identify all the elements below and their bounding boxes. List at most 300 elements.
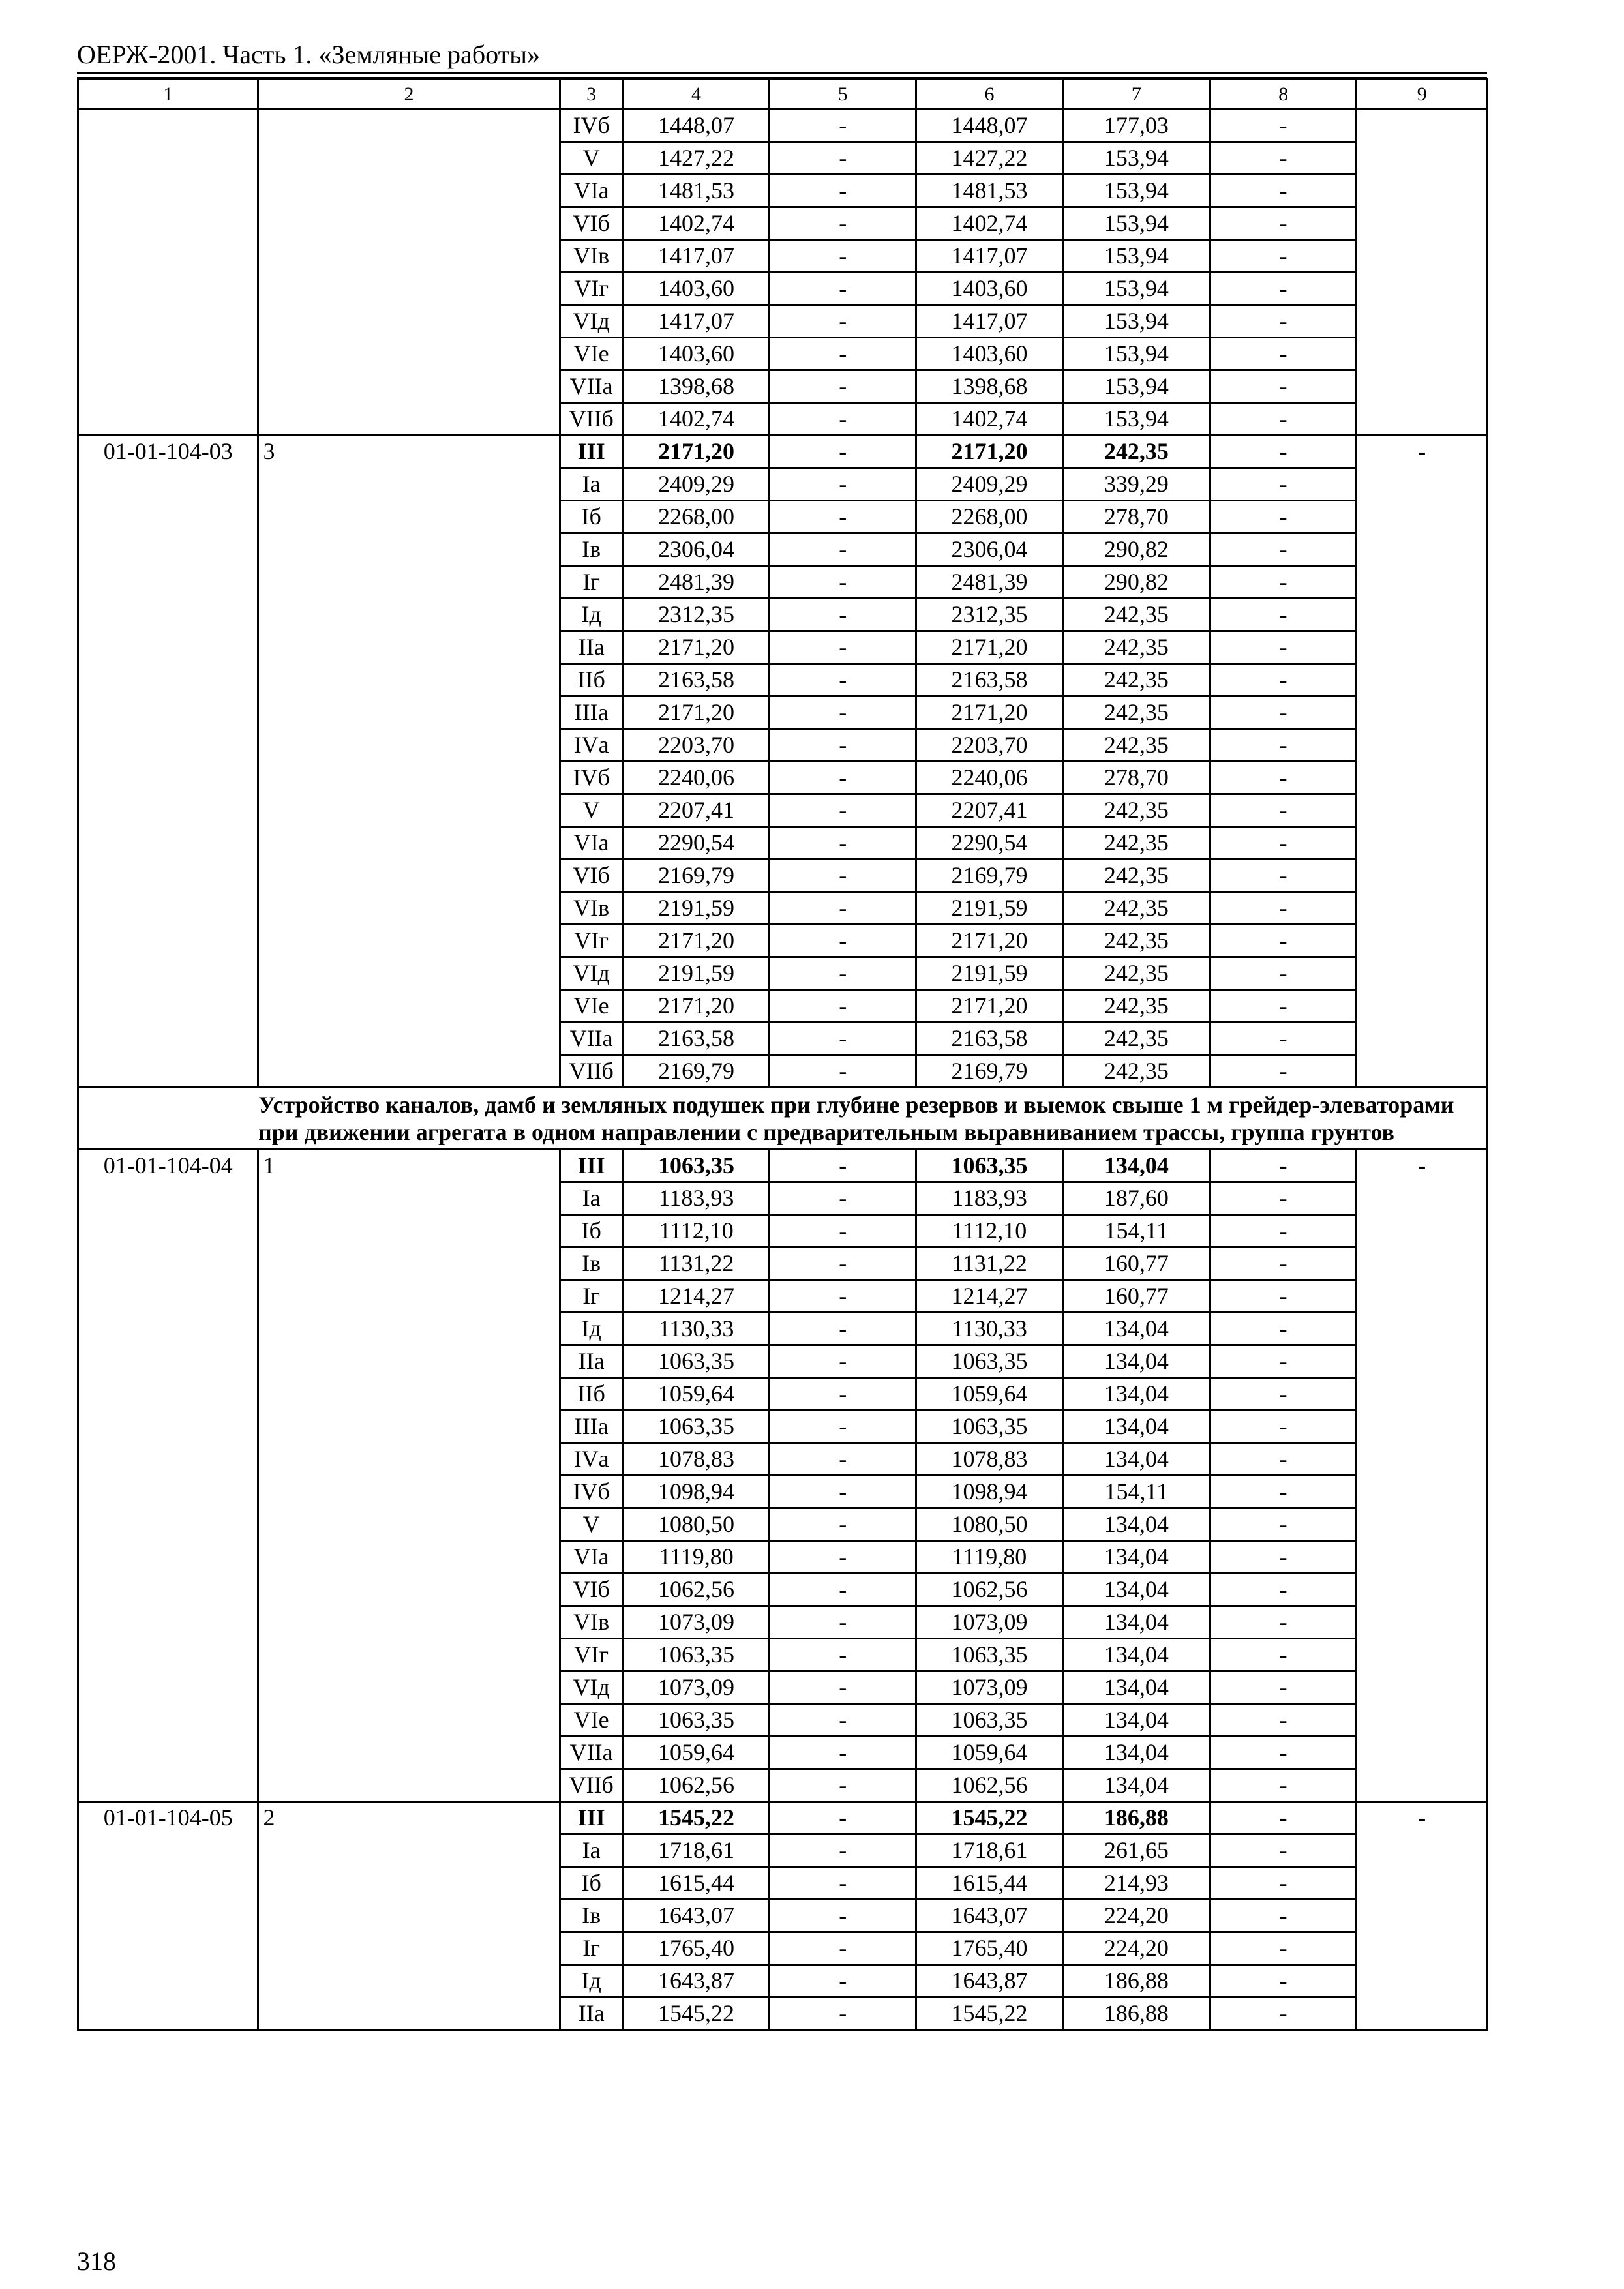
c5-cell: -: [770, 436, 916, 468]
col2-cell: [258, 1932, 560, 1965]
col9-cell: [1357, 599, 1488, 631]
rate-code-cell: [78, 1639, 258, 1671]
rate-code-cell: [78, 403, 258, 436]
c7-cell: 224,20: [1062, 1932, 1210, 1965]
c6-cell: 1765,40: [916, 1932, 1063, 1965]
col9-cell: [1357, 1867, 1488, 1900]
c6-cell: 1545,22: [916, 1802, 1063, 1834]
col2-cell: [258, 1965, 560, 1997]
table-row: [78, 1345, 1488, 1378]
c3-cell: Iб: [560, 501, 623, 533]
c8-cell: -: [1210, 110, 1357, 142]
col9-cell: [1357, 142, 1488, 175]
c7-cell: 214,93: [1062, 1867, 1210, 1900]
c5-cell: -: [770, 1639, 916, 1671]
c8-cell: -: [1210, 1900, 1357, 1932]
col2-cell: [258, 370, 560, 403]
col2-cell: [258, 207, 560, 240]
c6-cell: 1062,56: [916, 1574, 1063, 1606]
col9-cell: [1357, 566, 1488, 599]
c5-cell: -: [770, 860, 916, 892]
c3-cell: VIIб: [560, 403, 623, 436]
table-row: [78, 1769, 1488, 1802]
table-row: [78, 533, 1488, 566]
col2-cell: [258, 729, 560, 762]
c8-cell: -: [1210, 892, 1357, 925]
c5-cell: -: [770, 1443, 916, 1476]
c6-cell: 2409,29: [916, 468, 1063, 501]
c6-cell: 1130,33: [916, 1313, 1063, 1345]
rate-code-cell: [78, 1932, 258, 1965]
c4-cell: 1403,60: [623, 338, 770, 370]
c5-cell: -: [770, 1737, 916, 1769]
col2-cell: [258, 1671, 560, 1704]
rate-code-cell: [78, 533, 258, 566]
c8-cell: -: [1210, 1671, 1357, 1704]
c5-cell: -: [770, 468, 916, 501]
c5-cell: -: [770, 664, 916, 696]
table-row: [78, 1606, 1488, 1639]
c6-cell: 1214,27: [916, 1280, 1063, 1313]
c6-cell: 1448,07: [916, 110, 1063, 142]
col2-cell: [258, 1215, 560, 1248]
col9-cell: -: [1357, 436, 1488, 468]
c6-cell: 1417,07: [916, 240, 1063, 273]
c6-cell: 1063,35: [916, 1411, 1063, 1443]
col2-cell: [258, 273, 560, 305]
c7-cell: 134,04: [1062, 1704, 1210, 1737]
col2-cell: [258, 1182, 560, 1215]
c6-cell: 1112,10: [916, 1215, 1063, 1248]
c3-cell: Iг: [560, 566, 623, 599]
c3-cell: III: [560, 1150, 623, 1182]
c7-cell: 154,11: [1062, 1476, 1210, 1508]
c3-cell: IVб: [560, 110, 623, 142]
c3-cell: IIIа: [560, 696, 623, 729]
col2-cell: [258, 175, 560, 207]
rate-code-cell: [78, 1313, 258, 1345]
c5-cell: -: [770, 957, 916, 990]
c3-cell: VIIа: [560, 1023, 623, 1055]
table-row: [78, 1737, 1488, 1769]
col9-cell: [1357, 1932, 1488, 1965]
c5-cell: -: [770, 142, 916, 175]
col9-cell: [1357, 827, 1488, 860]
c7-cell: 187,60: [1062, 1182, 1210, 1215]
col9-cell: [1357, 1280, 1488, 1313]
col2-cell: [258, 762, 560, 794]
c4-cell: 2191,59: [623, 892, 770, 925]
c6-cell: 2171,20: [916, 925, 1063, 957]
c8-cell: -: [1210, 1248, 1357, 1280]
c3-cell: IVб: [560, 1476, 623, 1508]
rate-code-cell: [78, 1023, 258, 1055]
c4-cell: 1063,35: [623, 1150, 770, 1182]
column-number-row: [78, 80, 1488, 110]
c4-cell: 2207,41: [623, 794, 770, 827]
c3-cell: VIг: [560, 273, 623, 305]
rate-code-cell: [78, 566, 258, 599]
table-row: [78, 501, 1488, 533]
table-row: [78, 762, 1488, 794]
col9-cell: [1357, 1704, 1488, 1737]
c7-cell: 242,35: [1062, 925, 1210, 957]
c3-cell: Iв: [560, 1900, 623, 1932]
table-row: [78, 925, 1488, 957]
c4-cell: 1059,64: [623, 1737, 770, 1769]
col9-cell: [1357, 1313, 1488, 1345]
col2-cell: [258, 1443, 560, 1476]
c3-cell: VIб: [560, 207, 623, 240]
table-row: [78, 1541, 1488, 1574]
rate-code-cell: [78, 1476, 258, 1508]
c6-cell: 2312,35: [916, 599, 1063, 631]
c6-cell: 2171,20: [916, 631, 1063, 664]
c5-cell: -: [770, 1150, 916, 1182]
col9-cell: [1357, 1248, 1488, 1280]
c8-cell: -: [1210, 1541, 1357, 1574]
rate-code-cell: [78, 1215, 258, 1248]
c4-cell: 2203,70: [623, 729, 770, 762]
c5-cell: -: [770, 1671, 916, 1704]
rate-code-cell: [78, 1378, 258, 1411]
c3-cell: Iа: [560, 468, 623, 501]
rate-code-cell: [78, 1900, 258, 1932]
section-heading-row: [78, 1088, 1488, 1150]
c6-cell: 1718,61: [916, 1834, 1063, 1867]
c7-cell: 153,94: [1062, 273, 1210, 305]
rate-code-cell: [78, 1769, 258, 1802]
col2-cell: [258, 1508, 560, 1541]
c6-cell: 1119,80: [916, 1541, 1063, 1574]
rate-code-cell: [78, 1671, 258, 1704]
c6-cell: 1545,22: [916, 1997, 1063, 2030]
col2-cell: [258, 1834, 560, 1867]
c8-cell: -: [1210, 175, 1357, 207]
c4-cell: 1062,56: [623, 1574, 770, 1606]
col2-cell: [258, 110, 560, 142]
col9-cell: [1357, 1671, 1488, 1704]
c4-cell: 2171,20: [623, 631, 770, 664]
col2-cell: [258, 1997, 560, 2030]
rate-code-cell: [78, 1182, 258, 1215]
c8-cell: -: [1210, 1997, 1357, 2030]
col2-cell: [258, 1606, 560, 1639]
c6-cell: 2171,20: [916, 696, 1063, 729]
c6-cell: 2191,59: [916, 957, 1063, 990]
col9-cell: [1357, 794, 1488, 827]
c7-cell: 134,04: [1062, 1574, 1210, 1606]
table-row: [78, 860, 1488, 892]
col9-cell: [1357, 1508, 1488, 1541]
col9-cell: [1357, 207, 1488, 240]
c6-cell: 1063,35: [916, 1150, 1063, 1182]
table-row: [78, 1834, 1488, 1867]
c8-cell: -: [1210, 1150, 1357, 1182]
c6-cell: 2171,20: [916, 990, 1063, 1023]
table-row: [78, 1671, 1488, 1704]
rate-code-cell: [78, 468, 258, 501]
col2-cell: [258, 696, 560, 729]
rate-code-cell: [78, 175, 258, 207]
c7-cell: 134,04: [1062, 1313, 1210, 1345]
c7-cell: 134,04: [1062, 1443, 1210, 1476]
c7-cell: 242,35: [1062, 729, 1210, 762]
table-row: [78, 1150, 1488, 1182]
col9-cell: [1357, 664, 1488, 696]
c5-cell: -: [770, 1411, 916, 1443]
c6-cell: 2306,04: [916, 533, 1063, 566]
c5-cell: -: [770, 1313, 916, 1345]
col2-cell: [258, 566, 560, 599]
c8-cell: -: [1210, 860, 1357, 892]
c8-cell: -: [1210, 1769, 1357, 1802]
col9-cell: [1357, 110, 1488, 142]
table-row: [78, 1802, 1488, 1834]
col9-cell: [1357, 631, 1488, 664]
col9-cell: [1357, 957, 1488, 990]
c7-cell: 224,20: [1062, 1900, 1210, 1932]
c8-cell: -: [1210, 533, 1357, 566]
c6-cell: 1059,64: [916, 1378, 1063, 1411]
c8-cell: -: [1210, 501, 1357, 533]
section-heading: Устройство каналов, дамб и земляных подушек при глубине резервов и выемок свыше 1 м грейдер-элеваторами при движении агрегата в одном направлении с предварительным выравниванием трассы, группа грунтов: [258, 1088, 1488, 1150]
c4-cell: 1063,35: [623, 1411, 770, 1443]
c6-cell: 2203,70: [916, 729, 1063, 762]
c4-cell: 1073,09: [623, 1606, 770, 1639]
c8-cell: -: [1210, 1411, 1357, 1443]
c5-cell: -: [770, 207, 916, 240]
c5-cell: -: [770, 1867, 916, 1900]
c5-cell: -: [770, 1997, 916, 2030]
c3-cell: IVа: [560, 729, 623, 762]
rate-code-cell: [78, 110, 258, 142]
col2-cell: [258, 1055, 560, 1088]
rate-code-cell: 01-01-104-05: [78, 1802, 258, 1834]
c7-cell: 134,04: [1062, 1606, 1210, 1639]
c3-cell: Iв: [560, 1248, 623, 1280]
col9-cell: [1357, 468, 1488, 501]
col2-cell: [258, 599, 560, 631]
col9-cell: [1357, 1900, 1488, 1932]
c5-cell: -: [770, 1023, 916, 1055]
c7-cell: 186,88: [1062, 1802, 1210, 1834]
c6-cell: 1080,50: [916, 1508, 1063, 1541]
rate-code-cell: [78, 957, 258, 990]
c4-cell: 2240,06: [623, 762, 770, 794]
c7-cell: 154,11: [1062, 1215, 1210, 1248]
c3-cell: III: [560, 1802, 623, 1834]
c3-cell: VIIа: [560, 1737, 623, 1769]
c4-cell: 1063,35: [623, 1704, 770, 1737]
header-rule: [77, 72, 1487, 74]
c5-cell: -: [770, 1280, 916, 1313]
col9-cell: [1357, 860, 1488, 892]
c7-cell: 186,88: [1062, 1997, 1210, 2030]
col9-cell: [1357, 1023, 1488, 1055]
c7-cell: 134,04: [1062, 1508, 1210, 1541]
c4-cell: 1643,87: [623, 1965, 770, 1997]
table-row: [78, 1182, 1488, 1215]
c7-cell: 242,35: [1062, 1055, 1210, 1088]
c7-cell: 153,94: [1062, 175, 1210, 207]
col9-cell: [1357, 305, 1488, 338]
c8-cell: -: [1210, 338, 1357, 370]
c6-cell: 1403,60: [916, 338, 1063, 370]
c7-cell: 134,04: [1062, 1150, 1210, 1182]
c5-cell: -: [770, 599, 916, 631]
c8-cell: -: [1210, 273, 1357, 305]
c6-cell: 1402,74: [916, 207, 1063, 240]
rate-code-cell: [78, 925, 258, 957]
col2-cell: [258, 1704, 560, 1737]
table-row: [78, 1378, 1488, 1411]
c5-cell: -: [770, 1834, 916, 1867]
col9-cell: [1357, 1055, 1488, 1088]
c8-cell: -: [1210, 403, 1357, 436]
col2-cell: [258, 794, 560, 827]
c4-cell: 1062,56: [623, 1769, 770, 1802]
table-row: [78, 1997, 1488, 2030]
col2-cell: [258, 827, 560, 860]
c4-cell: 1402,74: [623, 207, 770, 240]
c5-cell: -: [770, 240, 916, 273]
rate-code-cell: [78, 305, 258, 338]
c5-cell: -: [770, 305, 916, 338]
column-number: 7: [1062, 80, 1210, 110]
c3-cell: VIб: [560, 860, 623, 892]
c4-cell: 2163,58: [623, 664, 770, 696]
rates-table-body: [78, 80, 1488, 2030]
col9-cell: [1357, 1378, 1488, 1411]
c6-cell: 2240,06: [916, 762, 1063, 794]
c6-cell: 2169,79: [916, 1055, 1063, 1088]
c5-cell: -: [770, 762, 916, 794]
c8-cell: -: [1210, 1737, 1357, 1769]
c4-cell: 2306,04: [623, 533, 770, 566]
rate-code-cell: [78, 1411, 258, 1443]
column-number: 2: [258, 80, 560, 110]
c7-cell: 242,35: [1062, 860, 1210, 892]
rate-code-cell: [78, 599, 258, 631]
c5-cell: -: [770, 1574, 916, 1606]
c4-cell: 1427,22: [623, 142, 770, 175]
c5-cell: -: [770, 1769, 916, 1802]
rate-code-cell: [78, 794, 258, 827]
c5-cell: -: [770, 1900, 916, 1932]
c6-cell: 1427,22: [916, 142, 1063, 175]
c7-cell: 134,04: [1062, 1541, 1210, 1574]
table-row: [78, 436, 1488, 468]
c5-cell: -: [770, 370, 916, 403]
col9-cell: [1357, 1639, 1488, 1671]
c6-cell: 2268,00: [916, 501, 1063, 533]
rate-code-cell: [78, 696, 258, 729]
c6-cell: 2163,58: [916, 664, 1063, 696]
col2-cell: [258, 1900, 560, 1932]
c5-cell: -: [770, 1055, 916, 1088]
c7-cell: 153,94: [1062, 207, 1210, 240]
c5-cell: -: [770, 631, 916, 664]
column-number: 1: [78, 80, 258, 110]
c5-cell: -: [770, 925, 916, 957]
table-row: [78, 338, 1488, 370]
col9-cell: [1357, 1997, 1488, 2030]
c6-cell: 1417,07: [916, 305, 1063, 338]
c4-cell: 2191,59: [623, 957, 770, 990]
rate-code-cell: [78, 1965, 258, 1997]
c8-cell: -: [1210, 631, 1357, 664]
c8-cell: -: [1210, 925, 1357, 957]
c4-cell: 1545,22: [623, 1802, 770, 1834]
c7-cell: 153,94: [1062, 240, 1210, 273]
col2-cell: [258, 533, 560, 566]
c3-cell: Iв: [560, 533, 623, 566]
c4-cell: 1059,64: [623, 1378, 770, 1411]
rate-code-cell: [78, 1737, 258, 1769]
c7-cell: 153,94: [1062, 305, 1210, 338]
col2-cell: [258, 1023, 560, 1055]
c7-cell: 242,35: [1062, 957, 1210, 990]
table-row: [78, 142, 1488, 175]
column-number: 8: [1210, 80, 1357, 110]
c8-cell: -: [1210, 762, 1357, 794]
rate-code-cell: [78, 1248, 258, 1280]
c3-cell: VIд: [560, 957, 623, 990]
c6-cell: 1098,94: [916, 1476, 1063, 1508]
table-row: [78, 957, 1488, 990]
c3-cell: VIд: [560, 305, 623, 338]
column-number: 5: [770, 80, 916, 110]
col9-cell: [1357, 696, 1488, 729]
col2-cell: [258, 338, 560, 370]
c7-cell: 339,29: [1062, 468, 1210, 501]
c4-cell: 1063,35: [623, 1345, 770, 1378]
col2-cell: 2: [258, 1802, 560, 1834]
c4-cell: 1130,33: [623, 1313, 770, 1345]
col2-cell: [258, 1248, 560, 1280]
c7-cell: 242,35: [1062, 599, 1210, 631]
c6-cell: 2171,20: [916, 436, 1063, 468]
c6-cell: 2207,41: [916, 794, 1063, 827]
c4-cell: 2171,20: [623, 696, 770, 729]
c4-cell: 1481,53: [623, 175, 770, 207]
c8-cell: -: [1210, 1508, 1357, 1541]
table-row: [78, 1215, 1488, 1248]
rate-code-cell: [78, 142, 258, 175]
col2-cell: [258, 1541, 560, 1574]
table-row: [78, 1443, 1488, 1476]
col9-cell: -: [1357, 1150, 1488, 1182]
c4-cell: 1131,22: [623, 1248, 770, 1280]
c4-cell: 2163,58: [623, 1023, 770, 1055]
rate-code-cell: [78, 762, 258, 794]
c8-cell: -: [1210, 1476, 1357, 1508]
c3-cell: VIв: [560, 240, 623, 273]
c3-cell: VIIб: [560, 1055, 623, 1088]
c3-cell: III: [560, 436, 623, 468]
c8-cell: -: [1210, 1055, 1357, 1088]
c8-cell: -: [1210, 1639, 1357, 1671]
col2-cell: [258, 1476, 560, 1508]
col9-cell: [1357, 1541, 1488, 1574]
col9-cell: [1357, 338, 1488, 370]
col2-cell: [258, 403, 560, 436]
rate-code-cell: [78, 1055, 258, 1088]
table-row: [78, 1411, 1488, 1443]
c4-cell: 1545,22: [623, 1997, 770, 2030]
c7-cell: 242,35: [1062, 696, 1210, 729]
